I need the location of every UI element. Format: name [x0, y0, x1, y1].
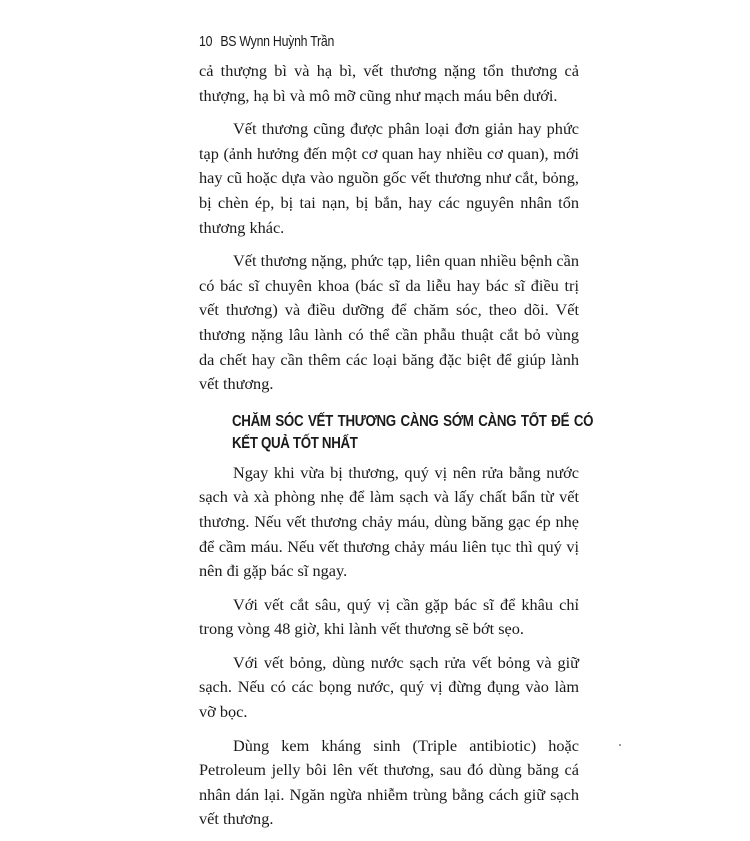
page-number: 10	[199, 33, 213, 50]
paragraph-deep-cuts: Với vết cắt sâu, quý vị cần gặp bác sĩ để khâu chỉ trong vòng 48 giờ, khi lành vết thương sẽ bớt sẹo.	[199, 594, 579, 639]
paragraph-antibiotic-cream: Dùng kem kháng sinh (Triple antibiotic) hoặc Petroleum jelly bôi lên vết thương, sau đó dùng băng cá nhân dán lại. Ngăn ngừa nhiễm trùng bằng cách giữ sạch vết thương.	[199, 735, 579, 829]
paragraph-burns: Với vết bỏng, dùng nước sạch rửa vết bỏng và giữ sạch. Nếu có các bọng nước, quý vị đừng đụng vào làm vỡ bọc.	[199, 652, 579, 722]
scan-artifact	[619, 744, 621, 746]
paragraph-continued: cả thượng bì và hạ bì, vết thương nặng tổn thương cả thượng, hạ bì và mô mỡ cũng như mạch máu bên dưới.	[199, 61, 579, 105]
author-name: BS Wynn Huỳnh Trần	[220, 33, 335, 50]
body-text	[199, 59, 594, 832]
paragraph-severe-wounds: Vết thương nặng, phức tạp, liên quan nhiều bệnh cần có bác sĩ chuyên khoa (bác sĩ da liễu hay bác sĩ điều trị vết thương) và điều dưỡng để chăm sóc, theo dõi. Vết thương nặng lâu lành có thể cần phẫu thuật cắt bỏ vùng da chết hay cần thêm các loại băng đặc biệt để giúp lành vết thương.	[199, 251, 579, 394]
paragraph-immediate-care: Ngay khi vừa bị thương, quý vị nên rửa bằng nước sạch và xà phòng nhẹ để làm sạch và lấy chất bẩn từ vết thương. Nếu vết thương chảy máu, dùng băng gạc ép nhẹ để cầm máu. Nếu vết thương chảy máu liên tục thì quý vị nên đi gặp bác sĩ ngay.	[199, 462, 579, 581]
book-page	[199, 30, 594, 841]
section-heading: CHĂM SÓC VẾT THƯƠNG CÀNG SỚM CÀNG TỐT ĐỂ CÓ KẾT QUẢ TỐT NHẤT	[232, 412, 594, 452]
running-header	[199, 30, 511, 54]
paragraph-wound-classification: Vết thương cũng được phân loại đơn giản hay phức tạp (ảnh hưởng đến một cơ quan hay nhiều cơ quan), mới hay cũ hoặc dựa vào nguồn gốc vết thương như cắt, bỏng, bị chèn ép, bị tai nạn, bị bắn, hay các nguyên nhân tổn thương khác.	[199, 119, 579, 237]
